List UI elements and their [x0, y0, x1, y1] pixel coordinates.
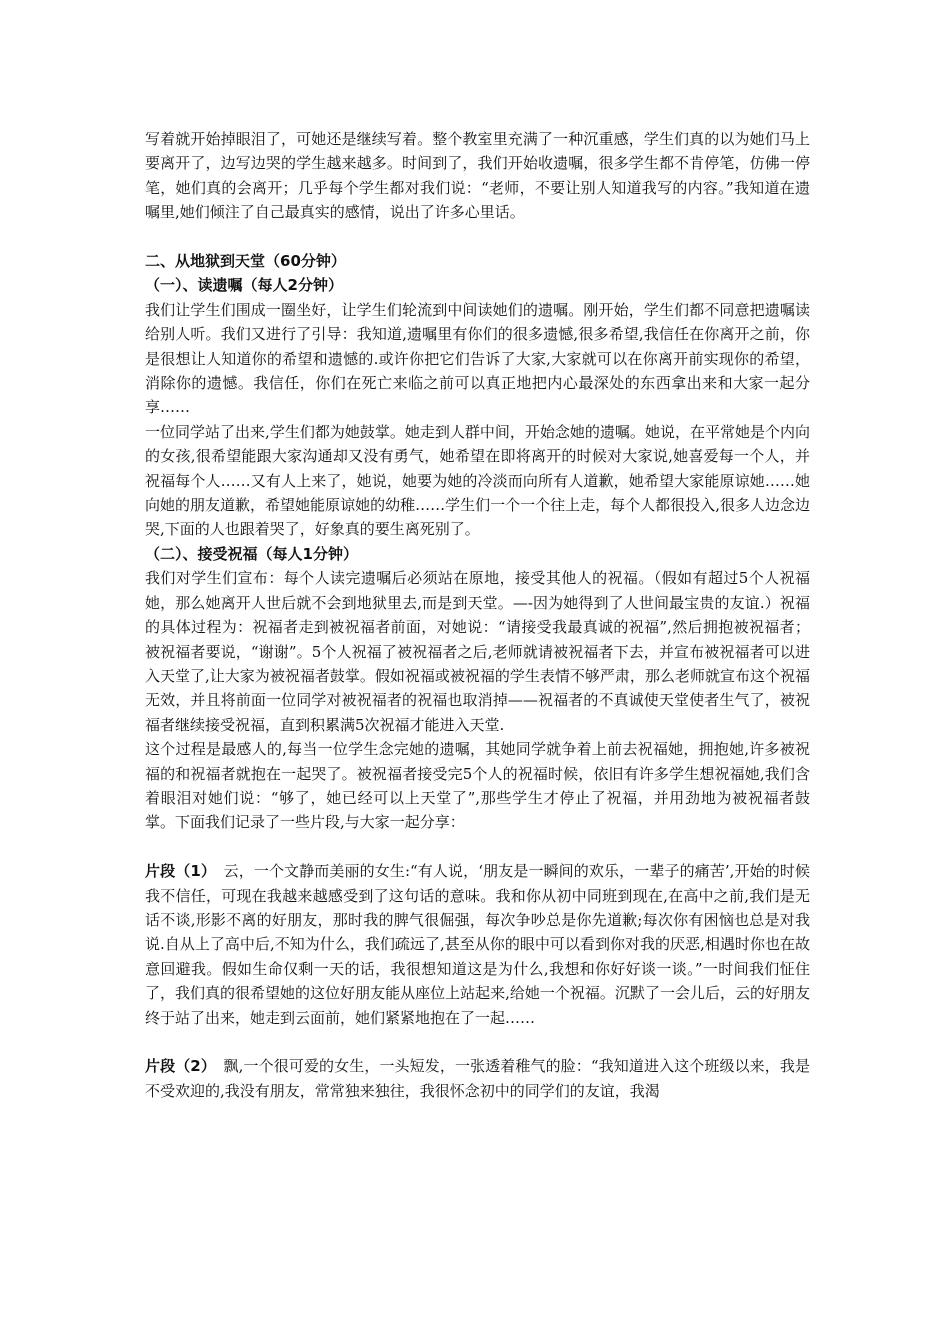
subsection-1-heading: （一）、读遗嘱（每人2分钟） [145, 276, 343, 295]
spacer [145, 835, 810, 859]
fragment-2-text: 飘,一个很可爱的女生，一头短发，一张透着稚气的脸：“我知道进入这个班级以来，我是不受欢迎的,我没有朋友，常常独来独往，我很怀念初中的同学们的友谊，我渴 [145, 1057, 810, 1100]
subsection-2-heading: （二）、接受祝福（每人1分钟） [145, 544, 358, 563]
subsection-1-paragraph-1: 我们让学生们围成一圈坐好，让学生们轮流到中间读她们的遗嘱。刚开始，学生们都不同意把遗嘱读给别人听。我们又进行了引导：我知道,遗嘱里有你们的很多遗憾,很多希望,我信任在你离开之前，你是很想让人知道你的希望和遗憾的.或许你把它们告诉了大家,大家就可以在你离开前实现你的希望，消除你的遗憾。我信任，你们在死亡来临之前可以真正地把内心最深处的东西拿出来和大家一起分享…… [145, 300, 810, 417]
fragment-2 [145, 1054, 810, 1103]
fragment-1-text: 云，一个文静而美丽的女生:“有人说，‘朋友是一瞬间的欢乐，一辈子的痛苦’,开始的时候我不信任，可现在我越来越感受到了这句话的意味。我和你从初中同班到现在,在高中之前,我们是无话不谈,形影不离的好朋友，那时我的脾气很倔强，每次争吵总是你先道歉;每次你有困恼也总是对我说.自从上了高中后,不知为什么，我们疏远了,甚至从你的眼中可以看到你对我的厌恶,相遇时你也在故意回避我。假如生命仅剩一天的话，我很想知道这是为什么,我想和你好好谈一谈。”一时间我们怔住了，我们真的很希望她的这位好朋友能从座位上站起来,给她一个祝福。沉默了一会儿后，云的好朋友终于站了出来，她走到云面前，她们紧紧地抱在了一起…… [145, 862, 811, 1027]
subsection-2-paragraph-1: 我们对学生们宣布：每个人读完遗嘱后必须站在原地，接受其他人的祝福。（假如有超过5个人祝福她，那么她离开人世后就不会到地狱里去,而是到天堂。—-因为她得到了人世间最宝贵的友谊.）祝福的具体过程为：祝福者走到被祝福者前面，对她说：“请接受我最真诚的祝福”,然后拥抱被祝福者；被祝福者要说，“谢谢”。5个人祝福了被祝福者之后,老师就请被祝福者下去，并宣布被祝福者可以进入天堂了,让大家为被祝福者鼓掌。假如祝福或被祝福的学生表情不够严肃，那么老师就宣布这个祝福无效，并且将前面一位同学对被祝福者的祝福也取消掉——祝福者的不真诚使天堂使者生气了，被祝福者继续接受祝福，直到积累满5次祝福才能进入天堂. [145, 569, 810, 734]
subsection-1-paragraph-2: 一位同学站了出来,学生们都为她鼓掌。她走到人群中间，开始念她的遗嘱。她说，在平常她是个内向的女孩,很希望能跟大家沟通却又没有勇气，她希望在即将离开的时候对大家说,她喜爱每一个人，并祝福每个人……又有人上来了，她说，她要为她的冷淡而向所有人道歉，她希望大家能原谅她……她向她的朋友道歉，希望她能原谅她的幼稚……学生们一个一个往上走，每个人都很投入,很多人边念边哭,下面的人也跟着哭了，好象真的要生离死别了。 [145, 422, 810, 539]
fragment-1 [145, 859, 810, 1030]
intro-paragraph: 写着就开始掉眼泪了，可她还是继续写着。整个教室里充满了一种沉重感，学生们真的以为她们马上要离开了，边写边哭的学生越来越多。时间到了，我们开始收遗嘱，很多学生都不肯停笔，仿佛一停笔，她们真的会离开；几乎每个学生都对我们说：“老师，不要让别人知道我写的内容。”我知道在遗嘱里,她们倾注了自己最真实的感情，说出了许多心里话。 [145, 130, 810, 222]
spacer [145, 1030, 810, 1054]
spacer [145, 225, 810, 249]
fragment-2-label: 片段（2） [145, 1057, 209, 1076]
fragment-1-label: 片段（1） [145, 862, 209, 881]
subsection-2-paragraph-2: 这个过程是最感人的,每当一位学生念完她的遗嘱，其她同学就争着上前去祝福她，拥抱她,许多被祝福的和祝福者就抱在一起哭了。被祝福者接受完5个人的祝福时候，依旧有许多学生想祝福她,我们含着眼泪对她们说：“够了，她已经可以上天堂了”,那些学生才停止了祝福，并用劲地为被祝福者鼓掌。下面我们记录了一些片段,与大家一起分享： [145, 740, 810, 832]
document-page [145, 127, 810, 1103]
section-2-heading: 二、从地狱到天堂（60分钟） [145, 252, 346, 271]
